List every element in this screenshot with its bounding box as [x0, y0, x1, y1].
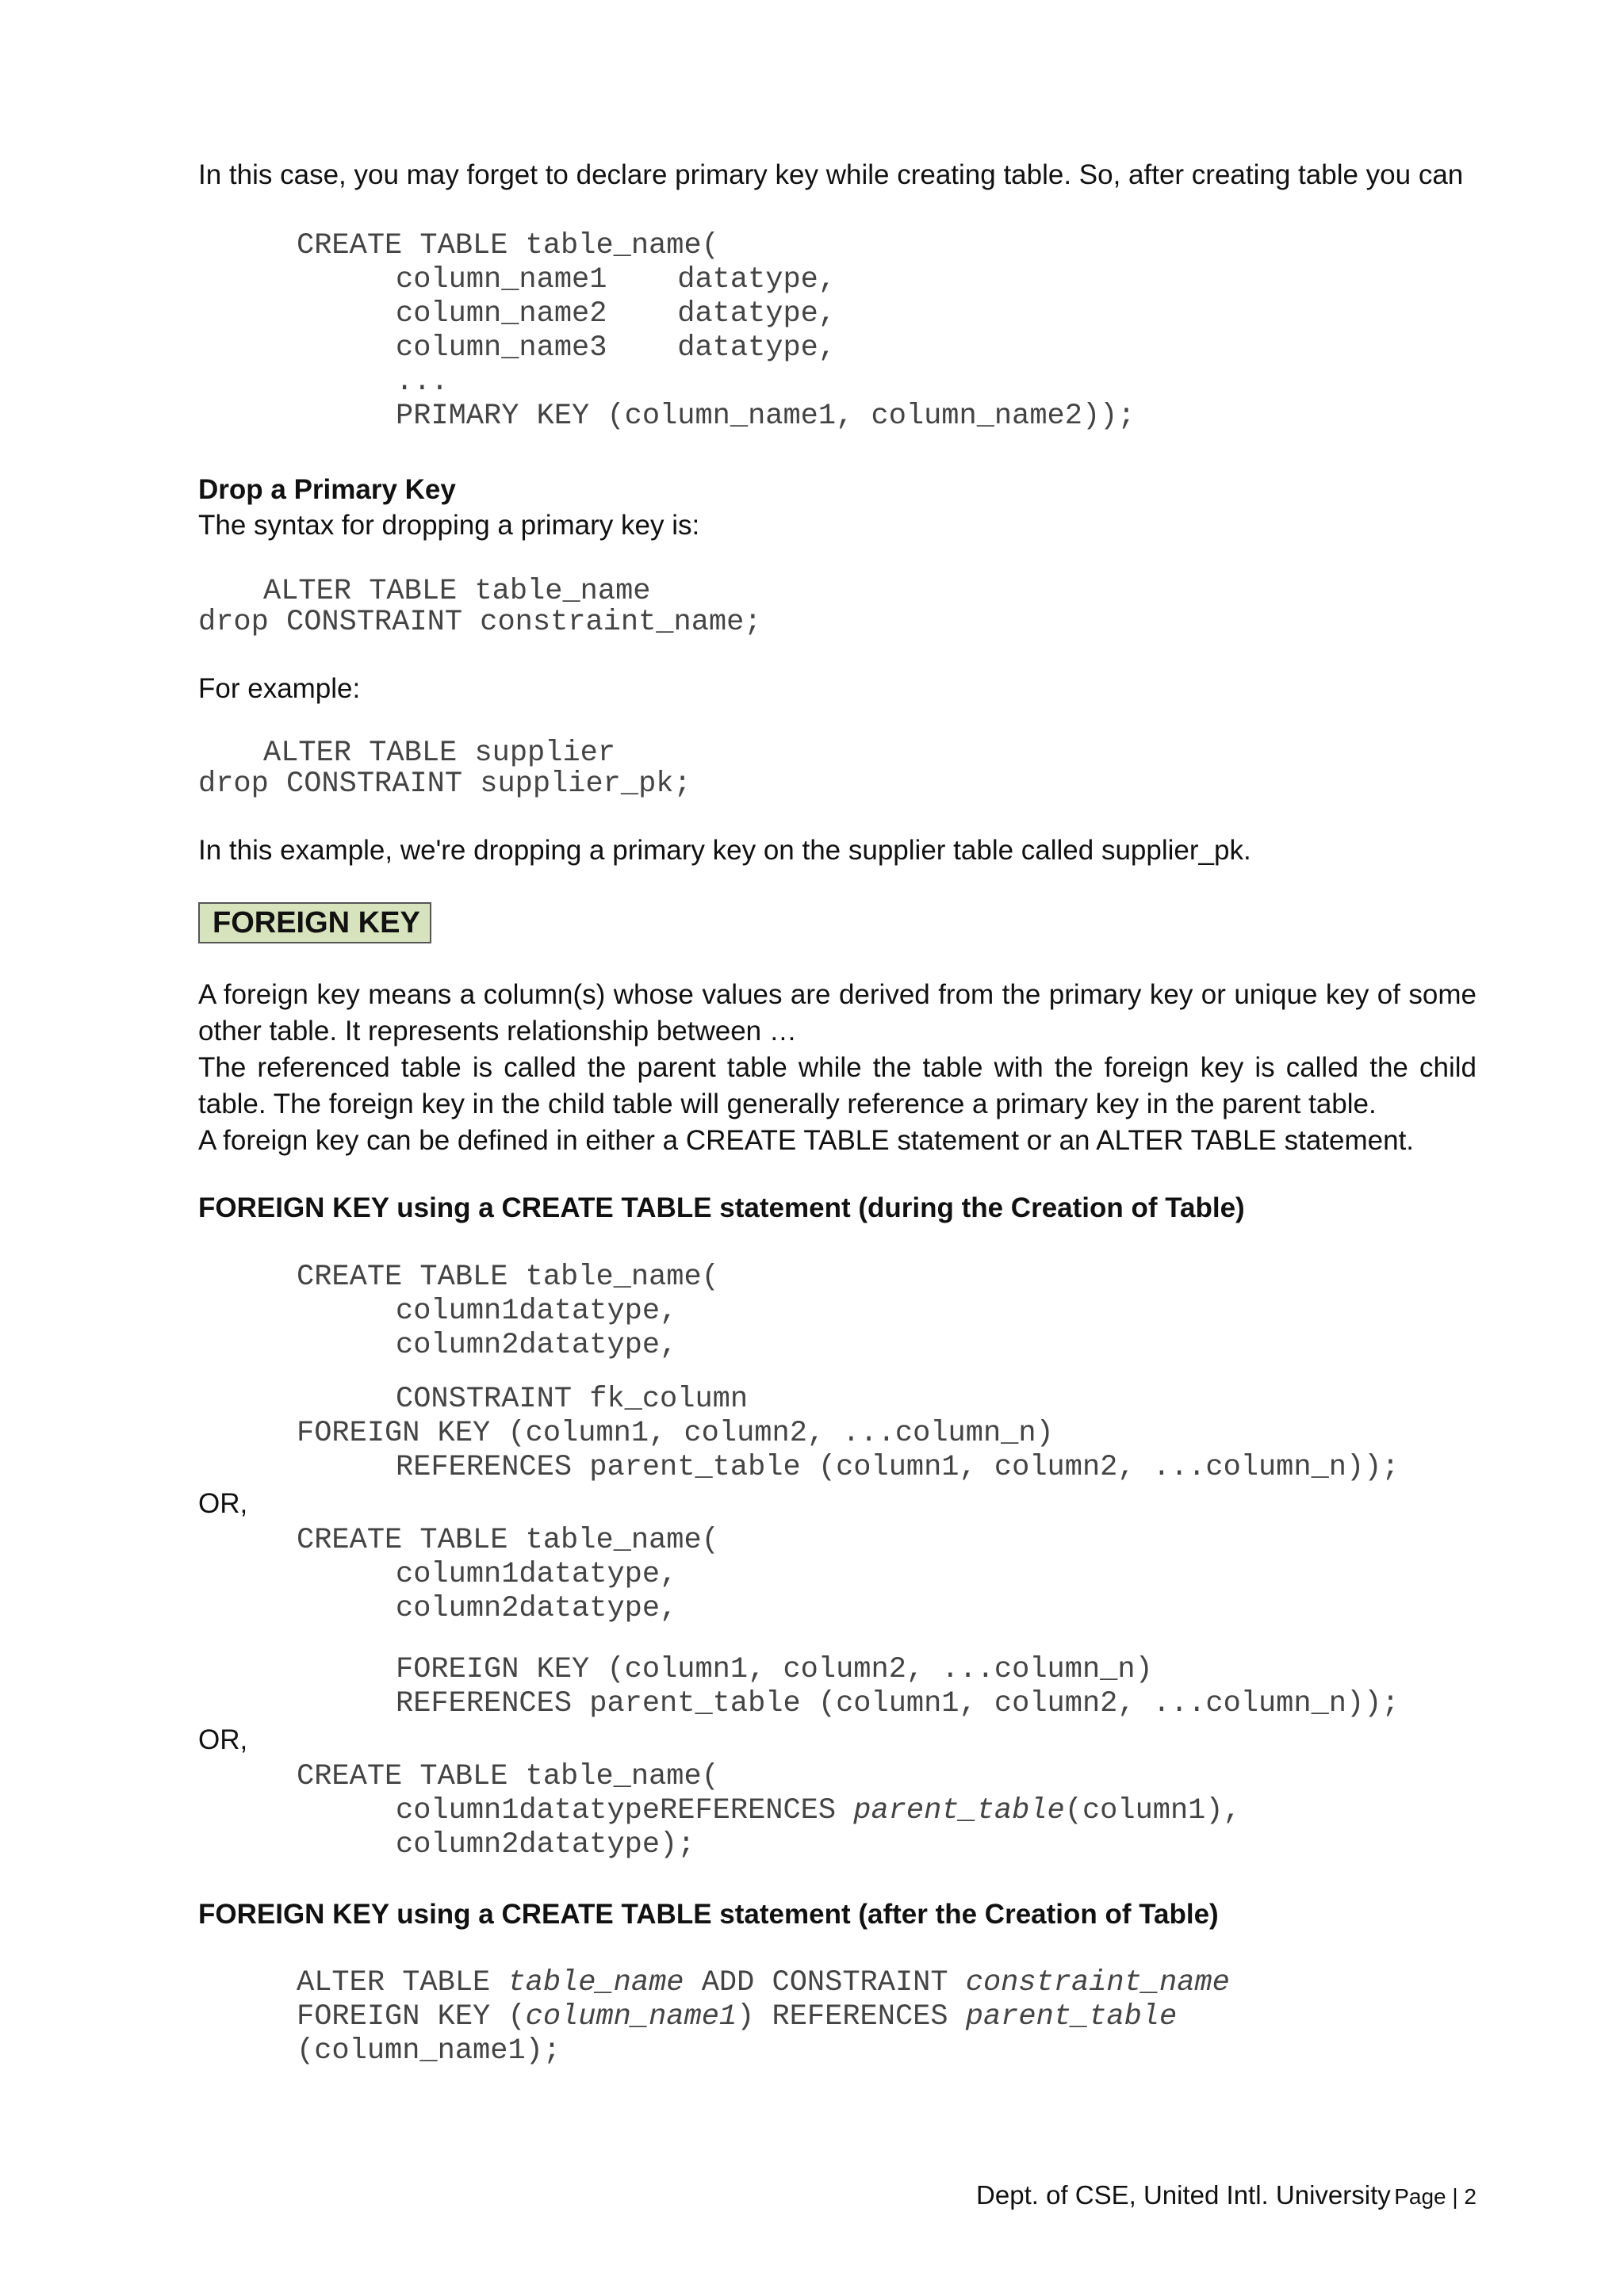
code-line: (column_name1); [297, 2034, 561, 2068]
code-line: PRIMARY KEY (column_name1, column_name2)); [396, 400, 1136, 433]
fk-create-heading: FOREIGN KEY using a CREATE TABLE statement (during the Creation of Table) [198, 1192, 1245, 1223]
code-segment: ALTER TABLE [297, 1966, 508, 1999]
drop-explain-text: In this example, we're dropping a primary key on the supplier table called supplier_pk. [198, 835, 1251, 866]
page-footer [976, 2177, 1477, 2219]
foreign-key-paragraph: A foreign key can be defined in either a CREATE TABLE statement or an ALTER TABLE statement. [198, 1125, 1415, 1156]
foreign-key-title: FOREIGN KEY [213, 906, 420, 939]
code-line: column2datatype, [396, 1592, 678, 1625]
code-segment: parent_table [965, 2000, 1178, 2034]
code-line: ALTER TABLE supplier [263, 737, 616, 770]
footer-page-number: Page | 2 [1394, 2184, 1477, 2209]
code-segment: constraint_name [965, 1966, 1230, 1999]
code-line: column1datatype, [396, 1558, 678, 1591]
code-line: column1datatype, [396, 1295, 678, 1328]
code-line: column_name1 datatype, [396, 263, 837, 297]
code-line: drop CONSTRAINT supplier_pk; [198, 767, 691, 801]
drop-primary-key-heading: Drop a Primary Key [198, 474, 456, 505]
code-line: CREATE TABLE table_name( [297, 1261, 719, 1294]
for-example-label: For example: [198, 673, 361, 704]
code-segment: FOREIGN KEY ( [297, 2000, 526, 2034]
code-segment: parent_table [853, 1794, 1065, 1827]
drop-syntax-text: The syntax for dropping a primary key is: [198, 510, 700, 541]
code-line [297, 2000, 1177, 2034]
foreign-key-paragraph: A foreign key means a column(s) whose values are derived from the primary key or unique key of some other table. It represents relationship between … [198, 979, 1477, 1047]
code-line: ALTER TABLE table_name [263, 575, 651, 608]
intro-text: In this case, you may forget to declare primary key while creating table. So, after creating table you can [198, 159, 1464, 190]
code-line: FOREIGN KEY (column1, column2, ...column_n) [396, 1653, 1153, 1686]
code-line: ... [396, 365, 449, 399]
code-segment: column_name1 [525, 2000, 737, 2034]
or-separator: OR, [198, 1724, 248, 1755]
code-line: CREATE TABLE table_name( [297, 1760, 719, 1793]
code-line [396, 1794, 1241, 1828]
code-line: REFERENCES parent_table (column1, column2, ...column_n)); [396, 1687, 1400, 1720]
code-segment: column1datatypeREFERENCES [396, 1794, 854, 1827]
code-segment: ) REFERENCES [737, 2000, 966, 2034]
code-segment: table_name [508, 1966, 684, 1999]
code-line: CONSTRAINT fk_column [396, 1383, 749, 1416]
code-line: column2datatype); [396, 1828, 695, 1862]
code-line: REFERENCES parent_table (column1, column2, ...column_n)); [396, 1451, 1400, 1484]
foreign-key-paragraph: The referenced table is called the parent table while the table with the foreign key is called the child table. The foreign key in the child table will generally reference a primary key in the parent table. [198, 1052, 1477, 1119]
footer-dept: Dept. of CSE, United Intl. University [976, 2180, 1391, 2210]
or-separator: OR, [198, 1488, 248, 1519]
fk-after-heading: FOREIGN KEY using a CREATE TABLE statement (after the Creation of Table) [198, 1899, 1219, 1930]
code-line: CREATE TABLE table_name( [297, 1524, 719, 1557]
code-segment: (column1), [1064, 1794, 1241, 1827]
code-line: column_name2 datatype, [396, 297, 837, 331]
code-line: FOREIGN KEY (column1, column2, ...column_n) [297, 1417, 1054, 1450]
code-segment: ADD CONSTRAINT [684, 1966, 966, 1999]
code-line [297, 1966, 1230, 2000]
code-line: drop CONSTRAINT constraint_name; [198, 606, 762, 639]
code-line: column2datatype, [396, 1329, 678, 1362]
code-line: column_name3 datatype, [396, 331, 837, 365]
code-line: CREATE TABLE table_name( [297, 229, 719, 262]
